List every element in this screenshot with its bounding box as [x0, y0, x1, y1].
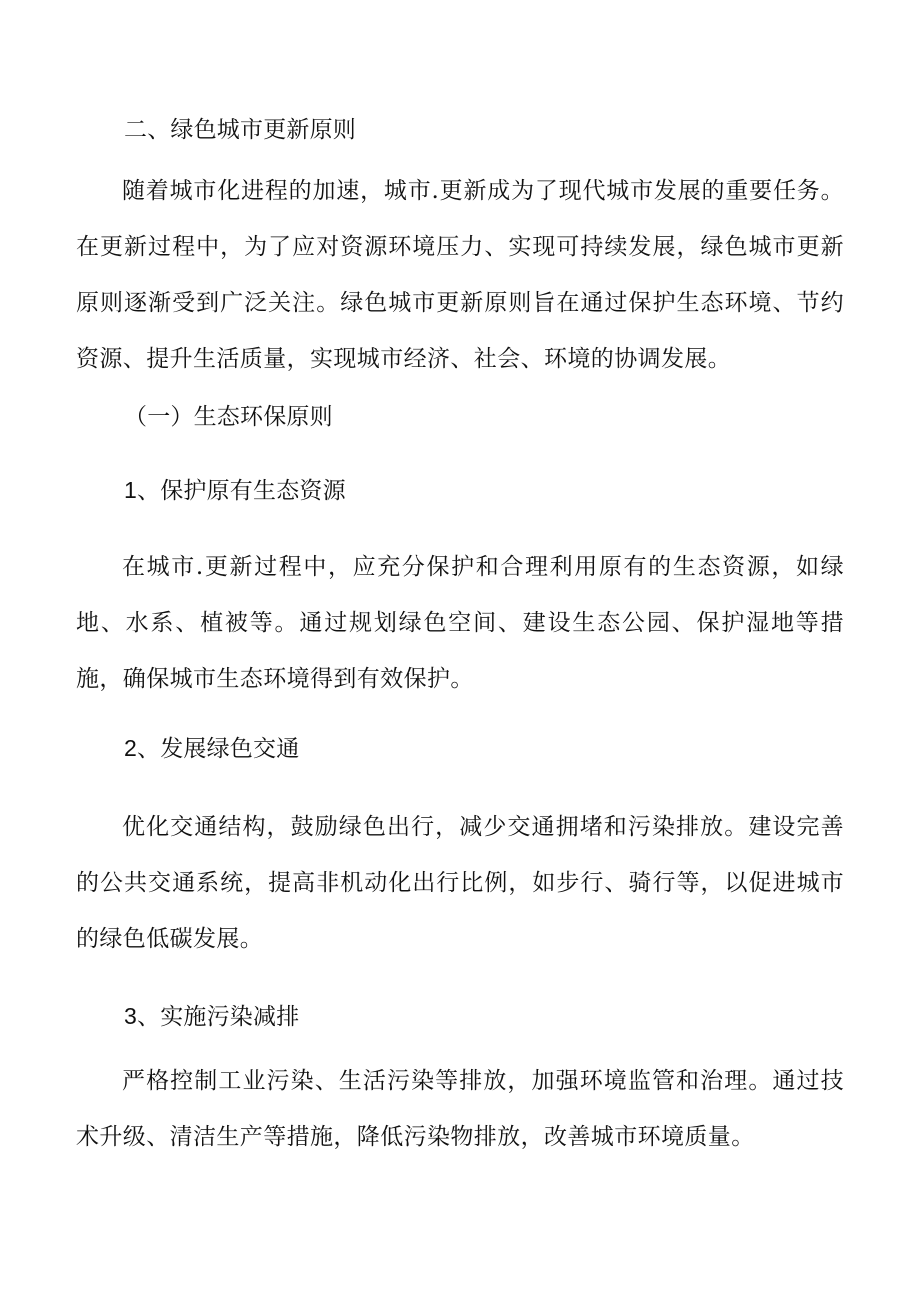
item-1-number: 1: [124, 477, 137, 503]
item-1-title: 、保护原有生态资源: [137, 478, 346, 504]
intro-paragraph: 随着城市化进程的加速，城市.更新成为了现代城市发展的重要任务。在更新过程中，为了应对资源环境压力、实现可持续发展，绿色城市更新原则逐渐受到广泛关注。绿色城市更新原则旨在通过保护生态环境、节约资源、提升生活质量，实现城市经济、社会、环境的协调发展。: [76, 178, 844, 372]
section-heading: 二、绿色城市更新原则: [124, 117, 356, 143]
item-3-title: 、实施污染减排: [137, 1004, 300, 1030]
item-2-title: 、发展绿色交通: [137, 736, 300, 762]
item-3-body: 严格控制工业污染、生活污染等排放，加强环境监管和治理。通过技术升级、清洁生产等措施，降低污染物排放，改善城市环境质量。: [76, 1068, 844, 1150]
subsection-heading: （一）生态环保原则: [124, 404, 333, 430]
item-3-number: 3: [124, 1003, 137, 1029]
item-3-heading: [124, 987, 894, 1046]
item-1-heading: [124, 461, 894, 520]
item-2-heading: [124, 719, 894, 778]
item-2-body: 优化交通结构，鼓励绿色出行，减少交通拥堵和污染排放。建设完善的公共交通系统，提高非机动化出行比例，如步行、骑行等，以促进城市的绿色低碳发展。: [76, 814, 844, 952]
item-1-body: 在城市.更新过程中，应充分保护和合理利用原有的生态资源，如绿地、水系、植被等。通过规划绿色空间、建设生态公园、保护湿地等措施，确保城市生态环境得到有效保护。: [76, 554, 844, 692]
item-2-number: 2: [124, 735, 137, 761]
